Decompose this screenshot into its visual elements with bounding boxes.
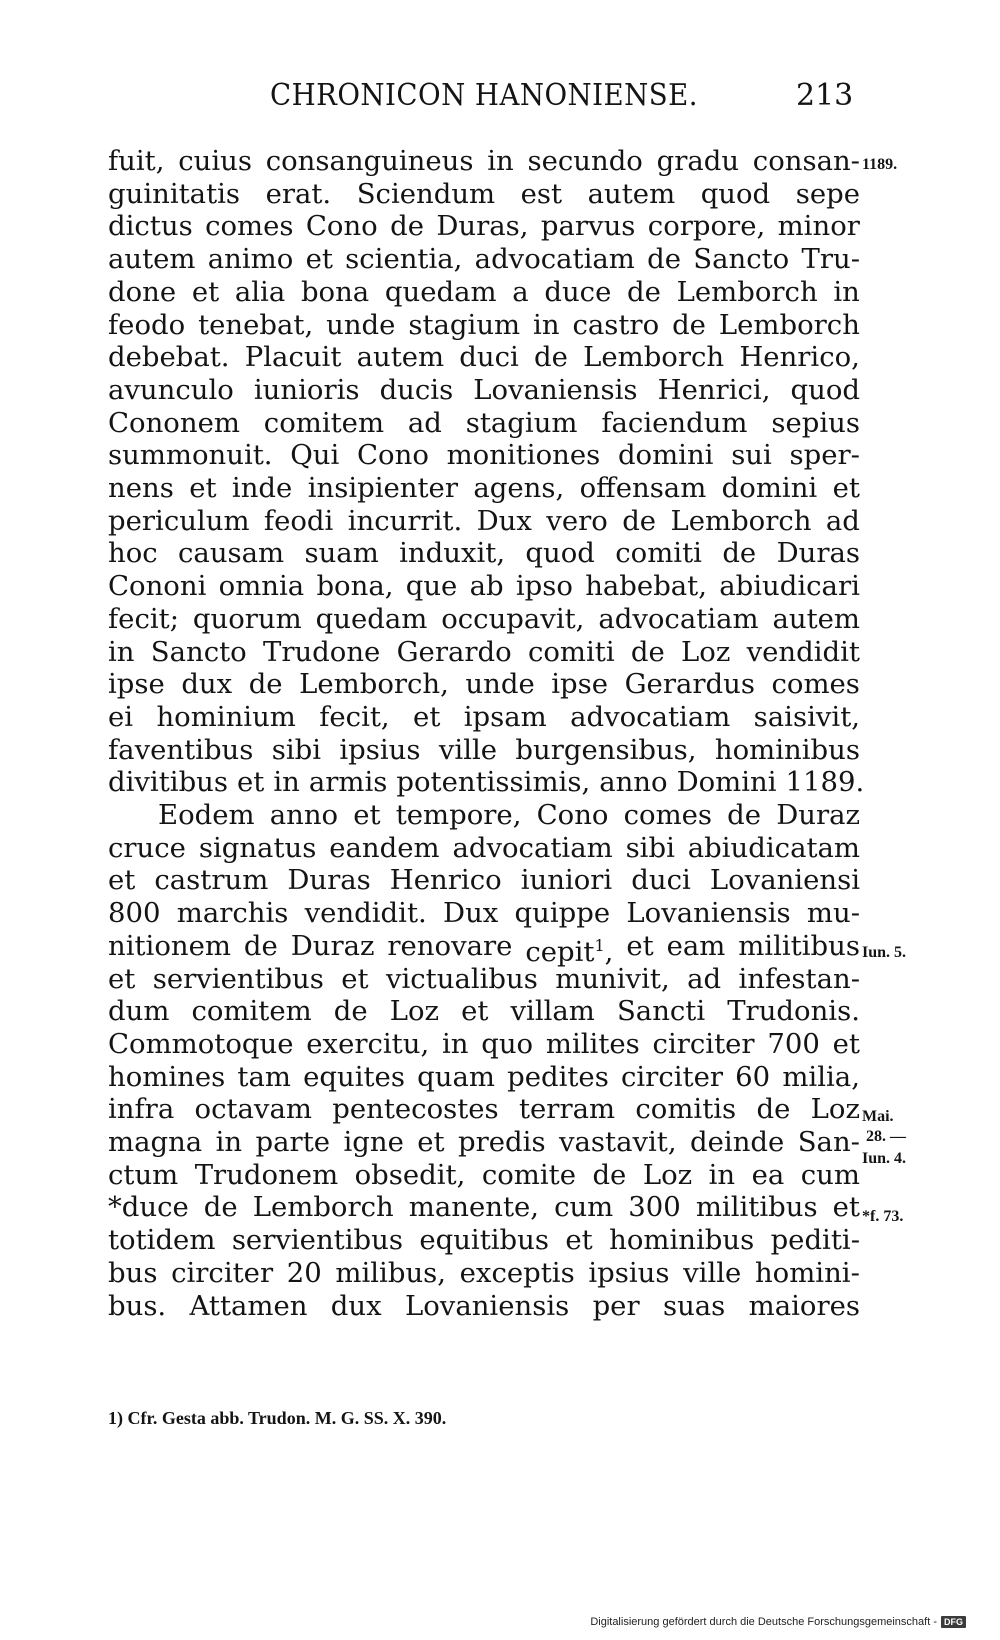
text-line: faventibus sibi ipsius ville burgensibus, hominibus: [108, 733, 860, 766]
text-line: et servientibus et victualibus munivit, ad infestan-: [108, 962, 860, 995]
text-line: periculum feodi incurrit. Dux vero de Lemborch ad: [108, 504, 860, 537]
text-line: divitibus et in armis potentissimis, anno Domini 1189.: [108, 766, 865, 799]
text-line: fuit, cuius consanguineus in secundo gradu consan-: [108, 145, 860, 177]
footnote: 1) Cfr. Gesta abb. Trudon. M. G. SS. X. 390.: [108, 1408, 447, 1428]
margin-note-folio: *f. 73.: [862, 1208, 904, 1225]
text-line: ei hominium fecit, et ipsam advocatiam saisivit,: [108, 700, 860, 733]
dfg-logo: DFG: [941, 1616, 966, 1628]
text-line: summonuit. Qui Cono monitiones domini sui sper-: [108, 439, 860, 472]
running-header: [0, 78, 1000, 118]
text-line: done et alia bona quedam a duce de Lemborch in: [108, 275, 860, 308]
text-line: bus circiter 20 milibus, exceptis ipsius ville homini-: [108, 1256, 860, 1289]
text-line: magna in parte igne et predis vastavit, deinde San-: [108, 1126, 860, 1158]
page-number: 213: [796, 78, 854, 113]
text-line: Cononem comitem ad stagium faciendum sepius: [108, 406, 860, 439]
text-line: dictus comes Cono de Duras, parvus corpore, minor: [108, 210, 860, 243]
text-line: hoc causam suam induxit, quod comiti de Duras: [108, 537, 860, 570]
text-line: 800 marchis vendidit. Dux quippe Lovaniensis mu-: [108, 897, 860, 930]
text-line: nitionem de Duraz renovare cepit$^1$, et eam militibus: [108, 929, 860, 968]
text-line: in Sancto Trudone Gerardo comiti de Loz vendidit: [108, 635, 860, 668]
text-line: fecit; quorum quedam occupavit, advocatiam autem: [108, 602, 860, 635]
text-line: autem animo et scientia, advocatiam de Sancto Tru-: [108, 243, 860, 276]
text-line: nens et inde insipienter agens, offensam domini et: [108, 472, 860, 504]
digitization-credit: [590, 1616, 966, 1628]
text-line: Cononi omnia bona, que ab ipso habebat, abiudicari: [108, 570, 860, 603]
text-line: Eodem anno et tempore, Cono comes de Duraz: [158, 799, 860, 831]
text-line: guinitatis erat. Sciendum est autem quod sepe: [108, 177, 860, 210]
text-line: ctum Trudonem obsedit, comite de Loz in ea cum: [108, 1158, 860, 1191]
text-line: debebat. Placuit autem duci de Lemborch Henrico,: [108, 341, 860, 374]
credit-text: Digitalisierung gefördert durch die Deutsche Forschungsgemeinschaft -: [590, 1616, 937, 1628]
text-line: Commotoque exercitu, in quo milites circiter 700 et: [108, 1027, 860, 1060]
margin-note-date: Iun. 4.: [862, 1150, 907, 1167]
text-line: totidem servientibus equitibus et hominibus pediti-: [108, 1224, 860, 1257]
running-title: CHRONICON HANONIENSE.: [270, 78, 698, 113]
text-line: avunculo iunioris ducis Lovaniensis Henrici, quod: [108, 373, 860, 406]
text-line: homines tam equites quam pedites circiter 60 milia,: [108, 1060, 860, 1093]
margin-note-date: 28. —: [866, 1128, 906, 1145]
footnote-marker: 1: [594, 935, 605, 955]
text-line: ipse dux de Lemborch, unde ipse Gerardus comes: [108, 668, 860, 701]
text-line: *duce de Lemborch manente, cum 300 militibus et: [108, 1191, 860, 1224]
text-line: bus. Attamen dux Lovaniensis per suas maiores: [108, 1289, 860, 1322]
text-line: feodo tenebat, unde stagium in castro de Lemborch: [108, 308, 860, 341]
text-line: infra octavam pentecostes terram comitis de Loz: [108, 1093, 860, 1126]
margin-note-date: Mai.: [862, 1108, 894, 1125]
margin-note-year: 1189.: [862, 156, 898, 173]
text-line: dum comitem de Loz et villam Sancti Trudonis.: [108, 995, 860, 1028]
text-line: et castrum Duras Henrico iuniori duci Lovaniensi: [108, 864, 860, 897]
margin-note-date: Iun. 5.: [862, 944, 907, 961]
text-line: cruce signatus eandem advocatiam sibi abiudicatam: [108, 831, 860, 864]
